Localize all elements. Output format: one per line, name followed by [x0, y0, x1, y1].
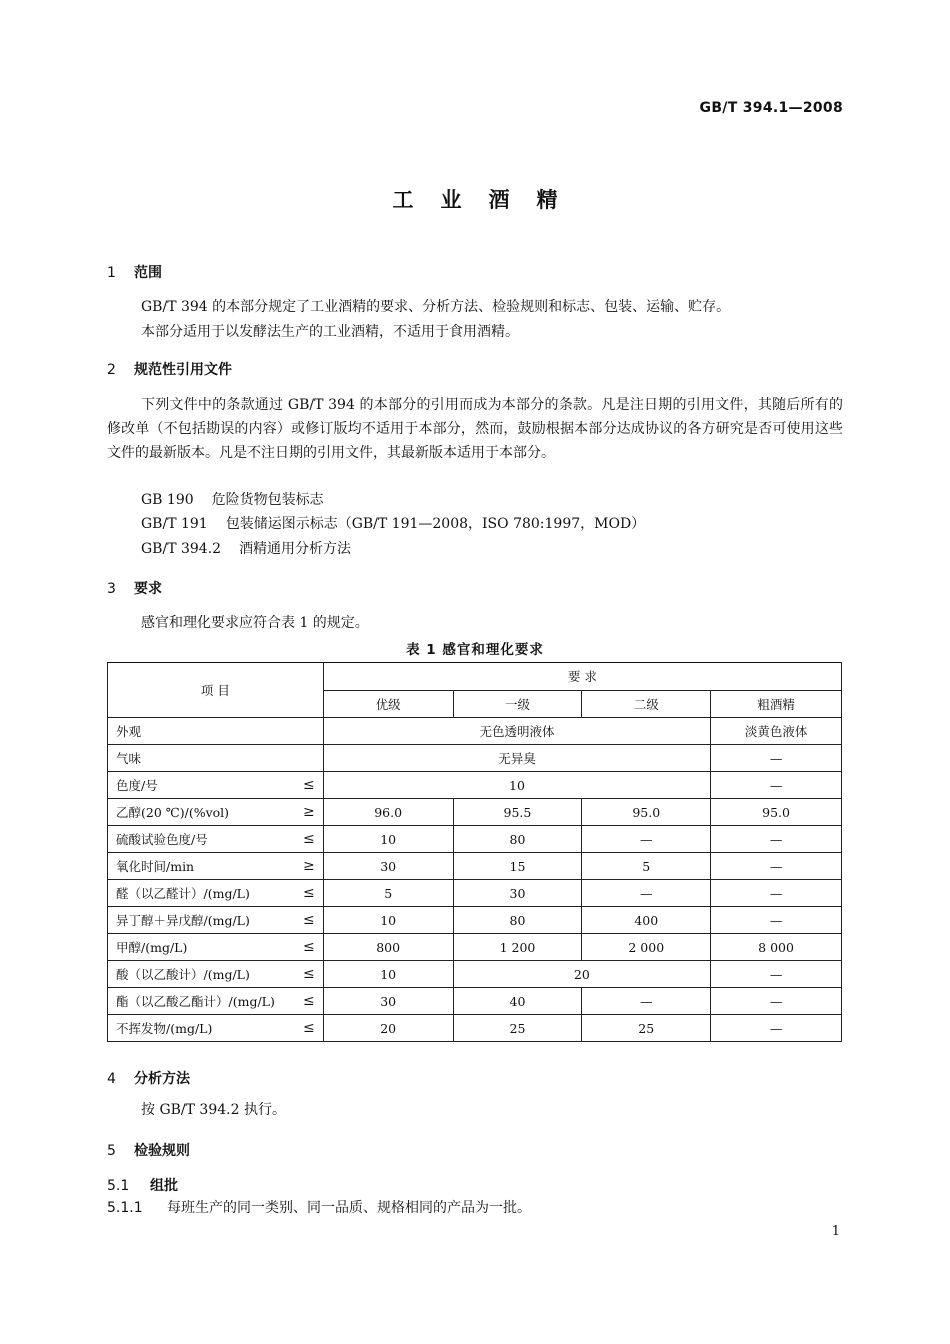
table-cell: — — [711, 826, 842, 853]
table-row — [108, 853, 842, 880]
reference-name: 酒精通用分析方法 — [239, 541, 352, 557]
section-title: 要求 — [134, 581, 162, 597]
section-number: 2 — [107, 362, 116, 378]
page-number: 1 — [831, 1224, 840, 1239]
table-cell: 80 — [453, 826, 582, 853]
item-label: 异丁醇＋异戊醇/(mg/L) — [116, 913, 250, 928]
item-label: 甲醇/(mg/L) — [116, 940, 188, 955]
row-item — [108, 934, 324, 961]
table-row — [108, 961, 842, 988]
clause-5-1-1 — [107, 1196, 531, 1220]
section-number: 5 — [107, 1143, 116, 1159]
item-label: 色度/号 — [116, 778, 158, 793]
table-cell: — — [711, 745, 842, 772]
table-cell: — — [711, 907, 842, 934]
standard-number: GB/T 394.1—2008 — [699, 100, 843, 116]
paragraph: GB/T 394 的本部分规定了工业酒精的要求、分析方法、检验规则和标志、包装、运输、贮存。 — [141, 299, 731, 315]
row-item — [108, 772, 324, 799]
paragraph: 本部分适用于以发酵法生产的工业酒精，不适用于食用酒精。 — [141, 324, 519, 340]
table-row — [108, 772, 842, 799]
table-cell: 10 — [323, 826, 453, 853]
header-requirement: 要 求 — [323, 663, 841, 691]
row-item — [108, 1015, 324, 1042]
comparison-symbol: ≤ — [303, 831, 315, 847]
table-cell: 5 — [582, 853, 711, 880]
table-cell: 8 000 — [711, 934, 842, 961]
header-grade: 优级 — [323, 690, 453, 718]
table-cell: 20 — [453, 961, 711, 988]
section-title: 范围 — [134, 265, 162, 281]
table-cell: — — [711, 1015, 842, 1042]
table-cell: 10 — [323, 772, 710, 799]
table-row — [108, 745, 842, 772]
table-cell: 30 — [453, 880, 582, 907]
table-row — [108, 799, 842, 826]
item-label: 外观 — [116, 724, 142, 739]
section-title: 检验规则 — [134, 1143, 190, 1159]
row-item — [108, 961, 324, 988]
paragraph: 下列文件中的条款通过 GB/T 394 的本部分的引用而成为本部分的条款。凡是注日期的引用文件，其随后所有的修改单（不包括勘误的内容）或修订版均不适用于本部分，然而，鼓励根据本部分达成协议的各方研究是否可使用这些文件的最新版本。凡是不注日期的引用文件，其最新版本适用于本部分。 — [107, 397, 843, 461]
comparison-symbol: ≥ — [303, 804, 315, 820]
header-item: 项 目 — [108, 663, 324, 718]
reference-name: 包装储运图示标志（GB/T 191—2008，ISO 780:1997，MOD） — [225, 516, 646, 532]
table-row — [108, 934, 842, 961]
table-cell: — — [711, 772, 842, 799]
table-cell: 淡黄色液体 — [711, 718, 842, 745]
table-row — [108, 718, 842, 745]
section-5-heading — [107, 1140, 190, 1160]
row-item — [108, 718, 324, 745]
row-item — [108, 745, 324, 772]
paragraph: 感官和理化要求应符合表 1 的规定。 — [141, 615, 369, 631]
section-2-heading — [107, 359, 232, 379]
table-cell: — — [582, 988, 711, 1015]
table-cell: 95.0 — [582, 799, 711, 826]
reference-code: GB/T 191 — [141, 516, 208, 532]
reference-code: GB 190 — [141, 492, 194, 508]
section-title: 分析方法 — [134, 1071, 190, 1087]
table-cell: 95.0 — [711, 799, 842, 826]
table-cell: 80 — [453, 907, 582, 934]
table-cell: — — [711, 880, 842, 907]
row-item — [108, 988, 324, 1015]
table-cell: 800 — [323, 934, 453, 961]
comparison-symbol: ≤ — [303, 939, 315, 955]
table-cell: 10 — [323, 961, 453, 988]
document-title: 工业酒精 — [392, 188, 585, 212]
table-cell: 25 — [582, 1015, 711, 1042]
table-cell: 无异臭 — [323, 745, 710, 772]
header-grade: 一级 — [453, 690, 582, 718]
comparison-symbol: ≤ — [303, 885, 315, 901]
section-number: 3 — [107, 581, 116, 597]
comparison-symbol: ≤ — [303, 777, 315, 793]
header-grade: 二级 — [582, 690, 711, 718]
section-1-heading — [107, 262, 162, 282]
table-cell: 30 — [323, 988, 453, 1015]
table-cell: — — [582, 826, 711, 853]
row-item — [108, 880, 324, 907]
item-label: 乙醇(20 ℃)/(%vol) — [116, 805, 230, 820]
header-grade: 粗酒精 — [711, 690, 842, 718]
table-cell: — — [711, 961, 842, 988]
table-cell: 1 200 — [453, 934, 582, 961]
table-header-row — [108, 663, 842, 691]
section-title: 规范性引用文件 — [134, 362, 232, 378]
section-number: 1 — [107, 265, 116, 281]
clause-text: 每班生产的同一类别、同一品质、规格相同的产品为一批。 — [167, 1200, 531, 1216]
reference-code: GB/T 394.2 — [141, 541, 222, 557]
table-row — [108, 826, 842, 853]
section-title: 组批 — [150, 1178, 178, 1194]
clause-number: 5.1.1 — [107, 1200, 143, 1216]
reference-name: 危险货物包装标志 — [211, 492, 324, 508]
row-item — [108, 907, 324, 934]
item-label: 硫酸试验色度/号 — [116, 832, 208, 847]
table-cell: 5 — [323, 880, 453, 907]
reference-item — [141, 537, 351, 561]
table-cell: 95.5 — [453, 799, 582, 826]
subsection-5-1-heading — [107, 1175, 178, 1195]
table-cell: — — [711, 988, 842, 1015]
item-label: 气味 — [116, 751, 142, 766]
table-cell: 40 — [453, 988, 582, 1015]
table-cell: 20 — [323, 1015, 453, 1042]
item-label: 氧化时间/min — [116, 859, 195, 874]
comparison-symbol: ≤ — [303, 1020, 315, 1036]
comparison-symbol: ≤ — [303, 912, 315, 928]
table-cell: 96.0 — [323, 799, 453, 826]
table-row — [108, 907, 842, 934]
table-cell: — — [582, 880, 711, 907]
section-3-heading — [107, 578, 162, 598]
table-cell: 25 — [453, 1015, 582, 1042]
row-item — [108, 799, 324, 826]
row-item — [108, 853, 324, 880]
row-item — [108, 826, 324, 853]
reference-item — [141, 488, 324, 512]
reference-item — [141, 512, 645, 536]
requirements-table — [107, 662, 842, 1042]
item-label: 醛（以乙醛计）/(mg/L) — [116, 886, 250, 901]
table-row — [108, 988, 842, 1015]
item-label: 不挥发物/(mg/L) — [116, 1021, 213, 1036]
table-row — [108, 880, 842, 907]
table-cell: 10 — [323, 907, 453, 934]
section-number: 4 — [107, 1071, 116, 1087]
table-cell: — — [711, 853, 842, 880]
table-caption: 表 1 感官和理化要求 — [406, 642, 544, 658]
paragraph: 按 GB/T 394.2 执行。 — [141, 1102, 286, 1118]
table-row — [108, 1015, 842, 1042]
table-cell: 2 000 — [582, 934, 711, 961]
table-cell: 30 — [323, 853, 453, 880]
comparison-symbol: ≥ — [303, 858, 315, 874]
item-label: 酯（以乙酸乙酯计）/(mg/L) — [116, 994, 275, 1009]
table-cell: 400 — [582, 907, 711, 934]
table-cell: 15 — [453, 853, 582, 880]
comparison-symbol: ≤ — [303, 993, 315, 1009]
comparison-symbol: ≤ — [303, 966, 315, 982]
section-4-heading — [107, 1068, 190, 1088]
section-number: 5.1 — [107, 1178, 130, 1194]
table-cell: 无色透明液体 — [323, 718, 710, 745]
item-label: 酸（以乙酸计）/(mg/L) — [116, 967, 250, 982]
